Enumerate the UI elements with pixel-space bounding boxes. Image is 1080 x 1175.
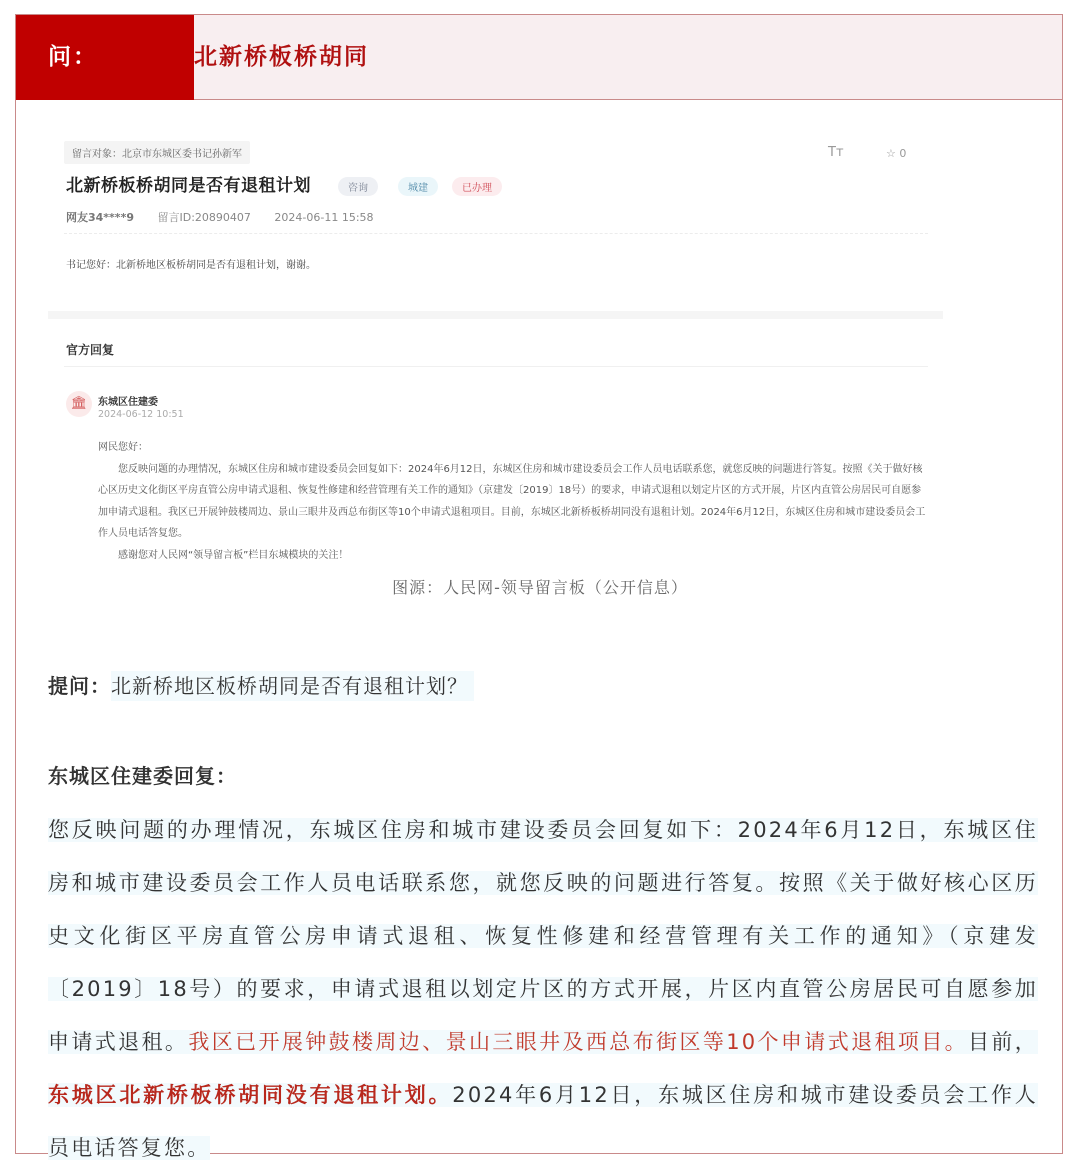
tag-urban-construction: 城建 — [398, 177, 438, 196]
message-user: 网友34****9 — [66, 211, 134, 224]
image-caption: 图源：人民网-领导留言板（公开信息） — [392, 578, 688, 597]
reply-time: 2024-06-12 10:51 — [98, 409, 184, 420]
favorite-count: 0 — [899, 147, 907, 160]
message-body: 书记您好：北新桥地区板桥胡同是否有退租计划，谢谢。 — [66, 260, 316, 271]
favorite-button[interactable] — [886, 147, 906, 160]
reply-heading: 东城区住建委回复： — [48, 764, 237, 788]
question-label: 问： — [16, 15, 194, 100]
question-line — [48, 667, 474, 702]
question-title: 北新桥板桥胡同 — [194, 44, 369, 70]
message-title: 北新桥板桥胡同是否有退租计划 — [66, 176, 311, 196]
section-separator — [48, 311, 943, 319]
divider — [64, 233, 928, 234]
message-id: 留言ID:20890407 — [157, 211, 251, 224]
divider — [64, 366, 928, 367]
official-reply-heading: 官方回复 — [66, 343, 115, 357]
government-building-icon: 🏛 — [66, 391, 92, 417]
reply-article — [48, 804, 1038, 1175]
message-target: 留言对象：北京市东城区委书记孙新军 — [64, 141, 250, 164]
reply-paragraph: 您反映问题的办理情况，东城区住房和城市建设委员会回复如下：2024年6月12日，东城区住房和城市建设委员会工作人员电话联系您，就您反映的问题进行答复。按照《关于做好核心区历史文化街区平房直管公房申请式退租、恢复性修建和经营管理有关工作的通知》（京建发〔2019〕18号）的要求，申请式退租以划定片区的方式开展，片区内直管公房居民可自愿参加申请式退租。我区已开展钟鼓楼周边、景山三眼井及西总布街区等10个申请式退租项目。目前，东城区北新桥板桥胡同没有退租计划。2024年6月12日，东城区住房和城市建设委员会工作人员电话答复您。 — [98, 463, 926, 539]
message-meta — [66, 209, 394, 225]
reply-highlight: 我区已开展钟鼓楼周边、景山三眼井及西总布街区等10个申请式退租项目。 — [188, 1030, 969, 1054]
message-time: 2024-06-11 15:58 — [274, 211, 374, 224]
tag-processed: 已办理 — [452, 177, 502, 196]
font-size-icon[interactable]: Tт — [828, 145, 844, 160]
reply-text: 2024年6月12日，东城区住房和城市建设委员会工作人员电话答复您。 — [48, 1083, 1038, 1160]
question-header — [16, 15, 1062, 100]
tag-consult: 咨询 — [338, 177, 378, 196]
star-icon: ☆ — [886, 147, 896, 160]
question-text: 北新桥地区板桥胡同是否有退租计划？ — [111, 671, 474, 701]
reply-body — [98, 437, 928, 566]
reply-key-conclusion: 东城区北新桥板桥胡同没有退租计划。 — [48, 1083, 453, 1107]
reply-thanks: 感谢您对人民网“领导留言板”栏目东城模块的关注！ — [118, 549, 349, 561]
article-frame — [15, 14, 1063, 1160]
reply-text: 您反映问题的办理情况，东城区住房和城市建设委员会回复如下：2024年6月12日，东城区住房和城市建设委员会工作人员电话联系您，就您反映的问题进行答复。按照《关于做好核心区历史文化街区平房直管公房申请式退租、恢复性修建和经营管理有关工作的通知》（京建发〔2019〕18号）的要求，申请式退租以划定片区的方式开展，片区内直管公房居民可自愿参加申请式退租。 — [48, 818, 1038, 1054]
reply-text: 目前， — [968, 1030, 1038, 1054]
reply-department: 东城区住建委 — [98, 397, 158, 408]
question-prefix: 提问： — [48, 674, 111, 698]
reply-greeting: 网民您好： — [98, 442, 148, 453]
